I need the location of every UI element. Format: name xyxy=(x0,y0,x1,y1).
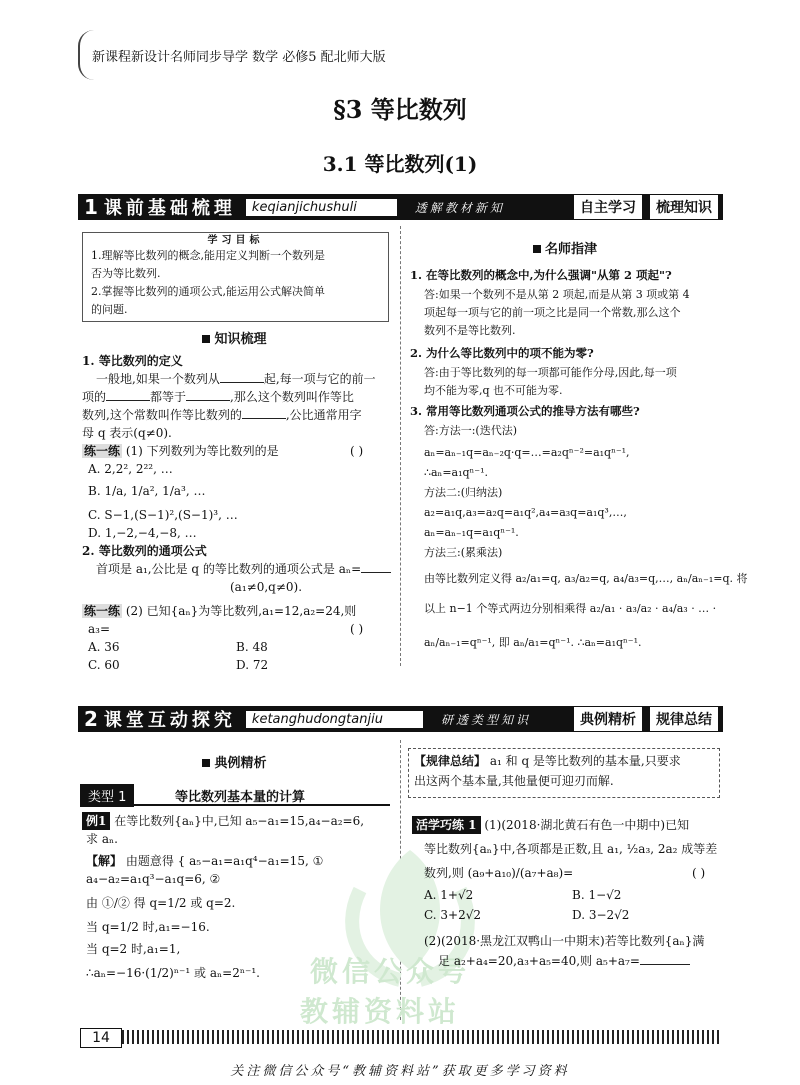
tips-option: C. 3+2√2 xyxy=(424,908,481,922)
rule-line-1: 【规律总结】 a₁ 和 q 是等比数列的基本量,只要求 xyxy=(414,754,681,768)
watermark-line-1: 微信公众号 xyxy=(310,955,471,988)
practice-1-option: A. 2,2², 2²², … xyxy=(88,462,173,476)
teacher-a2-line: 均不能为零,q 也不可能为零. xyxy=(424,384,563,397)
solution-line: 当 q=1/2 时,a₁=−16. xyxy=(86,920,210,934)
teacher-a1-line: 项起每一项与它的前一项之比是同一个常数,那么这个 xyxy=(424,306,681,319)
example-1-text2: 求 aₙ. xyxy=(86,832,118,846)
tips-line: (2)(2018·黑龙江双鸭山一中期末)若等比数列{aₙ}满 xyxy=(424,934,705,948)
teacher-a3-line: aₙ/aₙ₋₁=qⁿ⁻¹, 即 aₙ/a₁=qⁿ⁻¹. ∴aₙ=a₁qⁿ⁻¹. xyxy=(424,636,642,649)
practice-2-paren: ( ) xyxy=(350,622,364,636)
teacher-a3-line: aₙ=aₙ₋₁q=a₁qⁿ⁻¹. xyxy=(424,526,519,539)
tips-line: 数列,则 (a₉+a₁₀)/(a₇+a₈)= xyxy=(424,866,574,880)
banner-pinyin: keqianjichushuli xyxy=(246,199,397,216)
practice-1-option: B. 1/a, 1/a², 1/a³, … xyxy=(88,484,206,498)
practice-2-question: 练一练 (2) 已知{aₙ}为等比数列,a₁=12,a₂=24,则 xyxy=(84,604,357,618)
teacher-a3-line: 方法三:(累乘法) xyxy=(424,546,503,559)
banner-title: 课堂互动探究 xyxy=(103,710,236,731)
teacher-a3-line: 由等比数列定义得 a₂/a₁=q, a₃/a₂=q, a₄/a₃=q,…, aₙ/aₙ₋₁=q. 将 xyxy=(424,572,748,585)
tips-label: 活学巧练 1 xyxy=(412,816,481,834)
learning-goals-box xyxy=(82,232,389,322)
banner-slogan: 研透类型知识 xyxy=(440,712,531,727)
practice-1-paren: ( ) xyxy=(350,444,364,458)
teacher-a1-line: 数列不是等比数列. xyxy=(424,324,516,337)
tips-line: 等比数列{aₙ}中,各项都是正数,且 a₁, ½a₃, 2a₂ 成等差 xyxy=(424,842,718,856)
solution-line: a₄−a₂=a₁q³−a₁q=6, ② xyxy=(86,872,221,886)
goal-line: 1.理解等比数列的概念,能用定义判断一个数列是 xyxy=(91,249,325,262)
tips-line: 足 a₂+a₄=20,a₃+a₅=40,则 a₅+a₇= xyxy=(438,952,690,970)
footer-pattern xyxy=(122,1030,722,1044)
formula-line-2: (a₁≠0,q≠0). xyxy=(230,580,303,594)
banner-slogan: 透解教材新知 xyxy=(414,200,505,215)
type-bar xyxy=(80,784,390,806)
goal-line: 的问题. xyxy=(91,303,128,316)
banner-tag-2: 梳理知识 xyxy=(649,194,719,220)
teacher-a2-line: 答:由于等比数列的每一项都可能作分母,因此,每一项 xyxy=(424,366,677,379)
section-title: §3 等比数列 xyxy=(333,95,467,124)
banner-title: 课前基础梳理 xyxy=(103,198,236,219)
tips-option: D. 3−2√2 xyxy=(572,908,630,922)
practice-2-option: A. 36 xyxy=(88,640,120,654)
rule-line-2: 出这两个基本量,其他量便可迎刃而解. xyxy=(414,774,614,788)
goals-title: 学习目标 xyxy=(207,235,264,246)
practice-2-option: D. 72 xyxy=(236,658,269,672)
teacher-a3-line: a₂=a₁q,a₃=a₂q=a₁q²,a₄=a₃q=a₁q³,…, xyxy=(424,506,627,519)
example-1-text: 例1 在等比数列{aₙ}中,已知 a₅−a₁=15,a₄−a₂=6, xyxy=(82,812,364,830)
teacher-a3-line: 答:方法一:(迭代法) xyxy=(424,424,517,437)
tips-paren: ( ) xyxy=(692,866,706,880)
solution-line: 由 ①/② 得 q=1/2 或 q=2. xyxy=(86,896,236,910)
banner-pinyin: ketanghudongtanjiu xyxy=(246,711,423,728)
definition-line-4: 母 q 表示(q≠0). xyxy=(82,426,172,440)
solution-line: 当 q=2 时,a₁=1, xyxy=(86,942,181,956)
subsection-title: 3.1 等比数列(1) xyxy=(322,152,478,176)
square-bullet-icon xyxy=(533,245,541,253)
practice-2-option: B. 48 xyxy=(236,640,268,654)
examples-title: 典例精析 xyxy=(82,752,387,771)
header-text: 新课程新设计名师同步导学 数学 必修5 配北师大版 xyxy=(92,50,386,65)
banner-number: 1 xyxy=(84,195,98,219)
solution-line: 【解】 由题意得 { a₅−a₁=a₁q⁴−a₁=15, ① xyxy=(86,854,324,868)
banner-tag-2: 规律总结 xyxy=(649,706,719,732)
banner-in-class xyxy=(78,706,723,732)
teacher-q3: 3. 常用等比数列通项公式的推导方法有哪些? xyxy=(410,404,640,418)
column-divider xyxy=(400,226,401,666)
watermark-line-2: 教辅资料站 xyxy=(300,995,461,1028)
definition-title: 1. 等比数列的定义 xyxy=(82,354,183,368)
square-bullet-icon xyxy=(202,759,210,767)
banner-number: 2 xyxy=(84,707,98,731)
banner-pre-class xyxy=(78,194,723,220)
tips-line: 活学巧练 1 (1)(2018·湖北黄石有色一中期中)已知 xyxy=(412,816,689,834)
practice-2-q2: a₃= xyxy=(88,622,111,636)
goal-line: 2.掌握等比数列的通项公式,能运用公式解决简单 xyxy=(91,285,325,298)
teacher-a3-line: 方法二:(归纳法) xyxy=(424,486,503,499)
banner-tag-1: 典例精析 xyxy=(573,706,643,732)
type-label: 类型 1 xyxy=(80,784,134,807)
practice-2-option: C. 60 xyxy=(88,658,120,672)
practice-1-option: C. S−1,(S−1)²,(S−1)³, … xyxy=(88,508,238,522)
formula-line-1: 首项是 a₁,公比是 q 的等比数列的通项公式是 aₙ= xyxy=(96,560,391,578)
definition-line-3: 数列,这个常数叫作等比数列的 ,公比通常用字 xyxy=(82,408,362,422)
type-title: 等比数列基本量的计算 xyxy=(175,790,306,805)
tips-option: A. 1+√2 xyxy=(424,888,474,902)
footer-note: 关注微信公众号“教辅资料站”获取更多学习资料 xyxy=(230,1064,570,1079)
solution-line: ∴aₙ=−16·(1/2)ⁿ⁻¹ 或 aₙ=2ⁿ⁻¹. xyxy=(86,966,261,980)
teacher-a3-line: ∴aₙ=a₁qⁿ⁻¹. xyxy=(424,466,489,479)
definition-line-1: 一般地,如果一个数列从 起,每一项与它的前一 xyxy=(96,372,376,386)
teacher-q2: 2. 为什么等比数列中的项不能为零? xyxy=(410,346,594,360)
knowledge-title: 知识梳理 xyxy=(82,328,387,347)
square-bullet-icon xyxy=(202,335,210,343)
teacher-q1: 1. 在等比数列的概念中,为什么强调"从第 2 项起"? xyxy=(410,268,672,282)
practice-1-option: D. 1,−2,−4,−8, … xyxy=(88,526,197,540)
teacher-a1-line: 答:如果一个数列不是从第 2 项起,而是从第 3 项或第 4 xyxy=(424,288,690,301)
teacher-tips-title: 名师指津 xyxy=(410,238,720,257)
definition-line-2: 项的 都等于 ,那么这个数列叫作等比 xyxy=(82,390,354,404)
teacher-a3-line: aₙ=aₙ₋₁q=aₙ₋₂q·q=…=a₂qⁿ⁻²=a₁qⁿ⁻¹, xyxy=(424,446,630,459)
practice-1-question: 练一练 (1) 下列数列为等比数列的是 xyxy=(84,444,279,458)
tips-option: B. 1−√2 xyxy=(572,888,622,902)
formula-title: 2. 等比数列的通项公式 xyxy=(82,544,207,558)
teacher-a3-line: 以上 n−1 个等式两边分别相乘得 a₂/a₁ · a₃/a₂ · a₄/a₃ · … · xyxy=(424,602,717,615)
banner-tag-1: 自主学习 xyxy=(573,194,643,220)
goal-line: 否为等比数列. xyxy=(91,267,161,280)
page-number: 14 xyxy=(80,1028,122,1048)
